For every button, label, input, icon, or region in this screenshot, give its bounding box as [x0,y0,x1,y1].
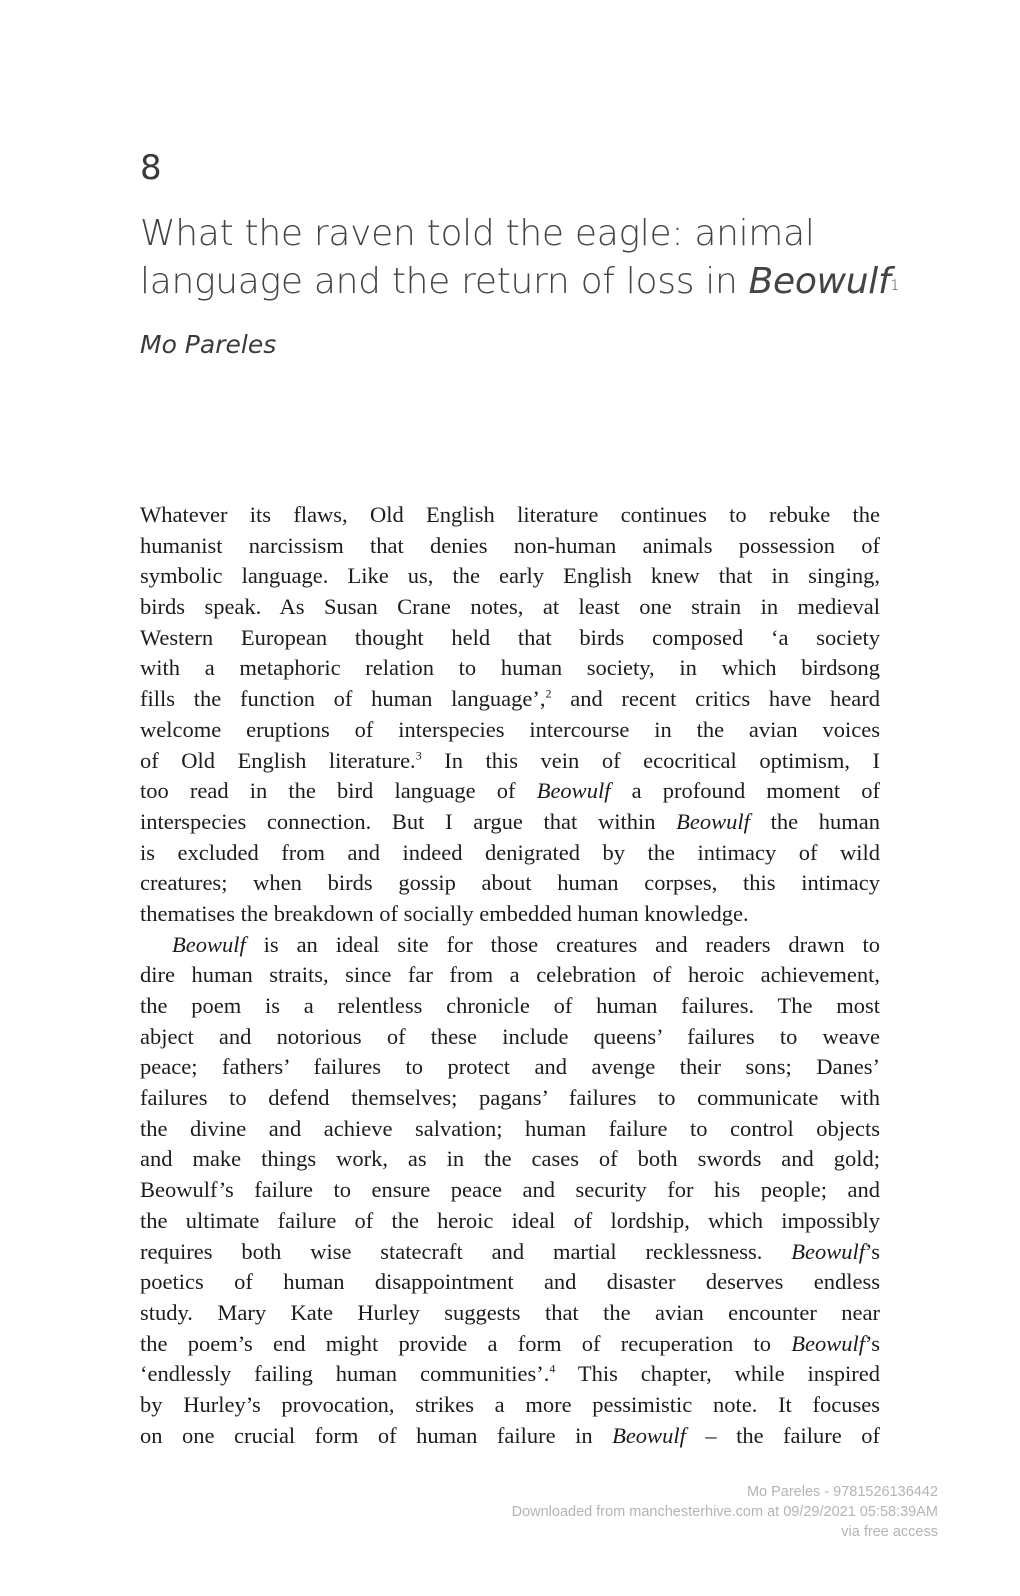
text-segment: birds speak. As Susan Crane notes, at least one strain in medieval [140,594,880,620]
text-segment: the divine and achieve salvation; human failure to control objects [140,1115,880,1141]
title-italic-text: Beowulf [748,261,891,302]
text-segment: ‘endlessly failing human communities’. [140,1361,550,1387]
italic-title: Beowulf [536,778,611,804]
text-segment: study. Mary Kate Hurley suggests that the avian encounter near [140,1299,880,1325]
text-segment: of Old English literature. [140,747,416,773]
text-segment: humanist narcissism that denies non-human animals possession of [140,532,880,558]
text-line [140,1267,880,1298]
text-segment: a profound moment of [610,778,880,804]
text-segment: ’s [864,1330,880,1356]
text-line [140,1359,880,1390]
text-line [140,868,880,899]
text-segment: interspecies connection. But I argue that within [140,808,677,834]
text-segment: abject and notorious of these include queens’ failures to weave [140,1023,880,1049]
text-line [140,746,880,777]
footer-access: via free access [841,1524,938,1540]
text-segment: the poem is a relentless chronicle of human failures. The most [140,993,880,1018]
text-segment: dire human straits, since far from a celebration of heroic achievement, [140,962,880,988]
text-line [140,1237,880,1268]
footer-download-info: Downloaded from manchesterhive.com at 09/29/2021 05:58:39AM [511,1504,938,1520]
text-segment: Beowulf’s failure to ensure peace and security for his people; and [140,1177,880,1203]
chapter-number: 8 [140,148,162,188]
text-segment: on one crucial form of human failure in [140,1422,613,1448]
text-line [140,1114,880,1145]
text-segment: fills the function of human language’, [140,686,546,712]
text-segment: poetics of human disappointment and disaster deserves endless [140,1269,880,1295]
italic-title: Beowulf [612,1422,686,1448]
title-line-1: What the raven told the eagle: animal [140,213,815,254]
author-name: Mo Pareles [140,330,277,359]
text-segment: welcome eruptions of interspecies intercourse in the avian voices [140,716,880,742]
text-segment: peace; fathers’ failures to protect and avenge their sons; Danes’ [140,1054,880,1080]
title-line-2-text: language and the return of loss in [140,261,749,302]
title-italic-beowulf [749,261,899,302]
italic-title: Beowulf [172,931,246,957]
text-line [140,838,880,869]
text-segment: is excluded from and indeed denigrated by the intimacy of wild [140,839,880,865]
text-line [140,1298,880,1329]
text-segment: Whatever its flaws, Old English literature continues to rebuke the [140,502,880,527]
text-segment: creatures; when birds gossip about human corpses, this intimacy [140,870,880,896]
text-segment: by Hurley’s provocation, strikes a more pessimistic note. It focuses [140,1391,880,1417]
footnote-ref[interactable]: 2 [545,686,552,701]
text-segment: failures to defend themselves; pagans’ failures to communicate with [140,1085,880,1111]
footnote-ref[interactable]: 3 [415,748,422,762]
text-segment: and recent critics have heard [551,686,880,712]
text-line [140,1144,880,1175]
text-line [140,1329,880,1360]
text-line [140,1206,880,1237]
text-segment: Western European thought held that birds composed ‘a society [140,624,880,650]
text-segment: the human [749,808,880,834]
text-line [140,1421,880,1452]
text-segment: with a metaphoric relation to human society, in which birdsong [140,655,880,681]
text-segment: symbolic language. Like us, the early English knew that in singing, [140,563,880,589]
footnote-ref[interactable]: 4 [549,1361,556,1376]
text-line [140,531,880,562]
text-segment: requires both wise statecraft and martial recklessness. [140,1238,792,1264]
text-line [140,653,880,684]
text-line [140,807,880,838]
italic-title: Beowulf [676,808,750,834]
text-segment: thematises the breakdown of socially embedded human knowledge. [140,900,749,926]
text-line [140,623,880,654]
text-segment: too read in the bird language of [140,778,537,804]
text-line [140,1022,880,1053]
text-segment: the ultimate failure of the heroic ideal of lordship, which impossibly [140,1207,880,1233]
text-line [140,500,880,531]
body-text [140,500,880,1451]
title-line-2 [140,258,940,306]
text-segment: – the failure of [685,1422,880,1448]
text-line [140,684,880,715]
text-segment: In this vein of ecocritical optimism, I [421,747,880,773]
text-line [140,960,880,991]
text-line [140,715,880,746]
text-line [140,899,880,930]
text-segment: ’s [864,1238,880,1264]
text-line [140,561,880,592]
text-segment: and make things work, as in the cases of both swords and gold; [140,1146,880,1172]
chapter-title [140,210,940,306]
text-line [140,776,880,807]
text-line [140,1083,880,1114]
text-segment: This chapter, while inspired [555,1361,880,1387]
text-line [140,991,880,1022]
text-segment: is an ideal site for those creatures and readers drawn to [245,931,880,957]
text-line [140,930,880,961]
italic-title: Beowulf [791,1238,865,1264]
text-line [140,1390,880,1421]
text-line [140,1052,880,1083]
footer-author-isbn: Mo Pareles - 9781526136442 [746,1484,938,1500]
text-line [140,592,880,623]
text-line [140,1175,880,1206]
italic-title: Beowulf [791,1330,865,1356]
title-footnote-ref[interactable]: 1 [890,278,899,294]
download-footer [512,1482,938,1542]
text-segment: the poem’s end might provide a form of recuperation to [140,1330,792,1356]
